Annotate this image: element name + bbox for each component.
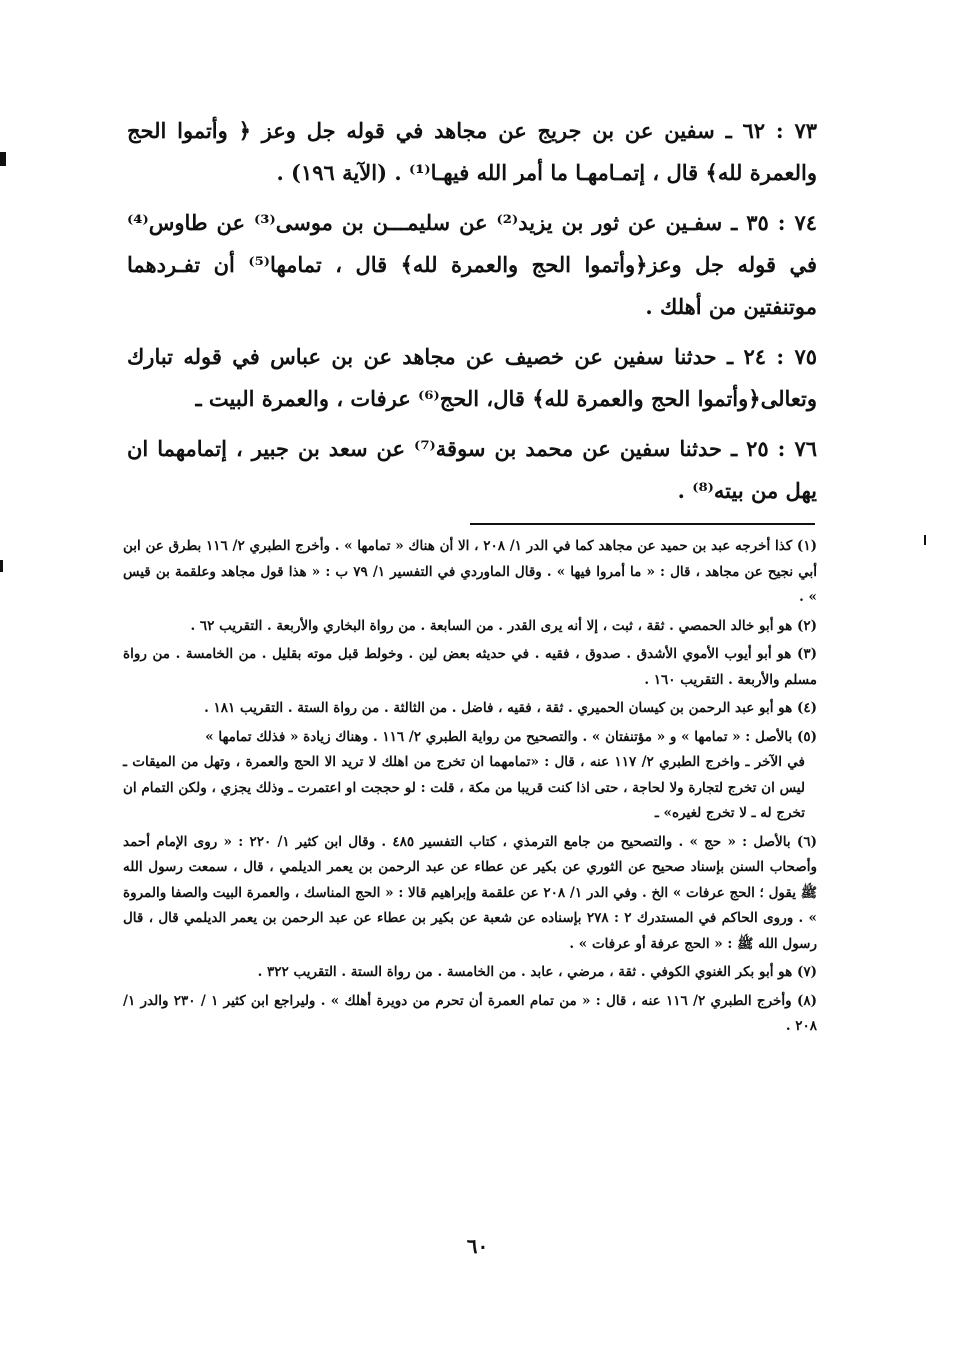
footnote-2: (٢) هو أبو خالد الحمصي . ثقة ، ثبت ، إلا أنه يرى القدر . من السابعة . من رواة البخاري والأربعة . التقريب ٦٢ . xyxy=(190,617,817,634)
scan-edge-mark xyxy=(0,560,3,572)
footnote-5-line-1: (٥) بالأصل : « تمامها » و « مؤتنفتان » . والتصحيح من رواية الطبري ٢/ ١١٦ . وهناك زيادة « فذلك تمامها » xyxy=(205,728,817,745)
scan-edge-mark xyxy=(924,535,926,545)
main-text xyxy=(127,110,817,516)
footnote-3: (٣) هو أبو أيوب الأموي الأشدق . صدوق ، فقيه . في حديثه بعض لين . وخولط قبل موته بقليل . من الخامسة . من رواة مسلم والأربعة . التقريب ١٦٠ . xyxy=(123,646,817,688)
footnote-8: (٨) وأخرج الطبري ٢/ ١١٦ عنه ، قال : « من تمام العمرة أن تحرم من دويرة أهلك » . وليراجع ابن كثير ١ / ٢٣٠ والدر ١/ ٢٠٨ . xyxy=(123,992,817,1034)
entry-75: ٧٥ : ٢٤ ـ حدثنا سفين عن خصيف عن مجاهد عن بن عباس في قوله تبارك وتعالى﴿وأتموا الحج والعمرة لله﴾ قال، الحج⁽⁶⁾ عرفات ، والعمرة البيت ـ xyxy=(127,344,817,411)
footnote-1: (١) كذا أخرجه عبد بن حميد عن مجاهد كما في الدر ١/ ٢٠٨ ، الا أن هناك « تمامها » . وأخرج الطبري ٢/ ١١٦ بطرق عن ابن أبي نجيح عن مجاهد ، قال : « ما أمروا فيها » . وقال الماوردي في التفسير ١/ ٧٩ ب : « هذا قول مجاهد وعلقمة بن قيس » . xyxy=(123,538,818,605)
footnotes xyxy=(123,534,817,1043)
page-number: ٦٠ xyxy=(466,1234,489,1258)
entry-74: ٧٤ : ٣٥ ـ سفـين عن ثور بن يزيد⁽²⁾ عن سليمـــن بن موسى⁽³⁾ عن طاوس⁽⁴⁾ في قوله جل وعز﴿وأتموا الحج والعمرة لله﴾ قال ، تمامها⁽⁵⁾ أن تفـردهما موتنفتين من أهلك . xyxy=(127,210,817,319)
footnote-5 xyxy=(123,725,817,827)
entry-76: ٧٦ : ٢٥ ـ حدثنا سفين عن محمد بن سوقة⁽⁷⁾ عن سعد بن جبير ، إتمامهما ان يهل من بيته⁽⁸⁾ . xyxy=(127,436,817,503)
footnote-6: (٦) بالأصل : « حج » . والتصحيح من جامع الترمذي ، كتاب التفسير ٤٨٥ . وقال ابن كثير ١/ ٢٢٠ : « روى الإمام أحمد وأصحاب السنن بإسناد صحيح عن الثوري عن بكير عن عطاء عن عبد الرحمن بن يعمر الديلمي ، قال ، سمعت رسول الله ﷺ يقول ؛ الحج عرفات » الخ . وفي الدر ١/ ٢٠٨ عن علقمة وإبراهيم قالا : « الحج المناسك ، والعمرة البيت والصفا والمروة » . وروى الحاكم في المستدرك ٢ : ٢٧٨ بإسناده عن شعبة عن بكير بن عطاء عن عبد الرحمن بن يعمر الديلمي قال ، قال رسول الله ﷺ : « الحج عرفة أو عرفات » . xyxy=(123,833,818,952)
footnote-separator xyxy=(470,523,815,525)
footnote-5-continuation: في الآخر ـ واخرج الطبري ٢/ ١١٧ عنه ، قال : «تمامهما ان تخرج من اهلك لا تريد الا الحج والعمرة ، وتهل من الميقات ـ ليس ان تخرج لتجارة ولا لحاجة ، حتى اذا كنت قريبا من مكة ، قلت : لو حججت او اعتمرت ـ وذلك يجزي ، ولكن التمام ان تخرج له ـ لا تخرج لغيره» ـ xyxy=(123,754,805,821)
footnote-7: (٧) هو أبو بكر الغنوي الكوفي . ثقة ، مرضي ، عابد . من الخامسة . من رواة الستة . التقريب ٣٢٢ . xyxy=(257,964,817,980)
scan-edge-mark xyxy=(0,152,6,166)
entry-73: ٧٣ : ٦٢ ـ سفين عن بن جريج عن مجاهد في قوله جل وعز ﴿ وأتموا الحج والعمرة لله﴾ قال ، إتمـامهـا ما أمر الله فيهـا⁽¹⁾ . (الآية ١٩٦) . xyxy=(127,118,818,185)
footnote-4: (٤) هو أبو عبد الرحمن بن كيسان الحميري . ثقة ، فقيه ، فاضل . من الثالثة . من رواة الستة . التقريب ١٨١ . xyxy=(204,700,817,716)
